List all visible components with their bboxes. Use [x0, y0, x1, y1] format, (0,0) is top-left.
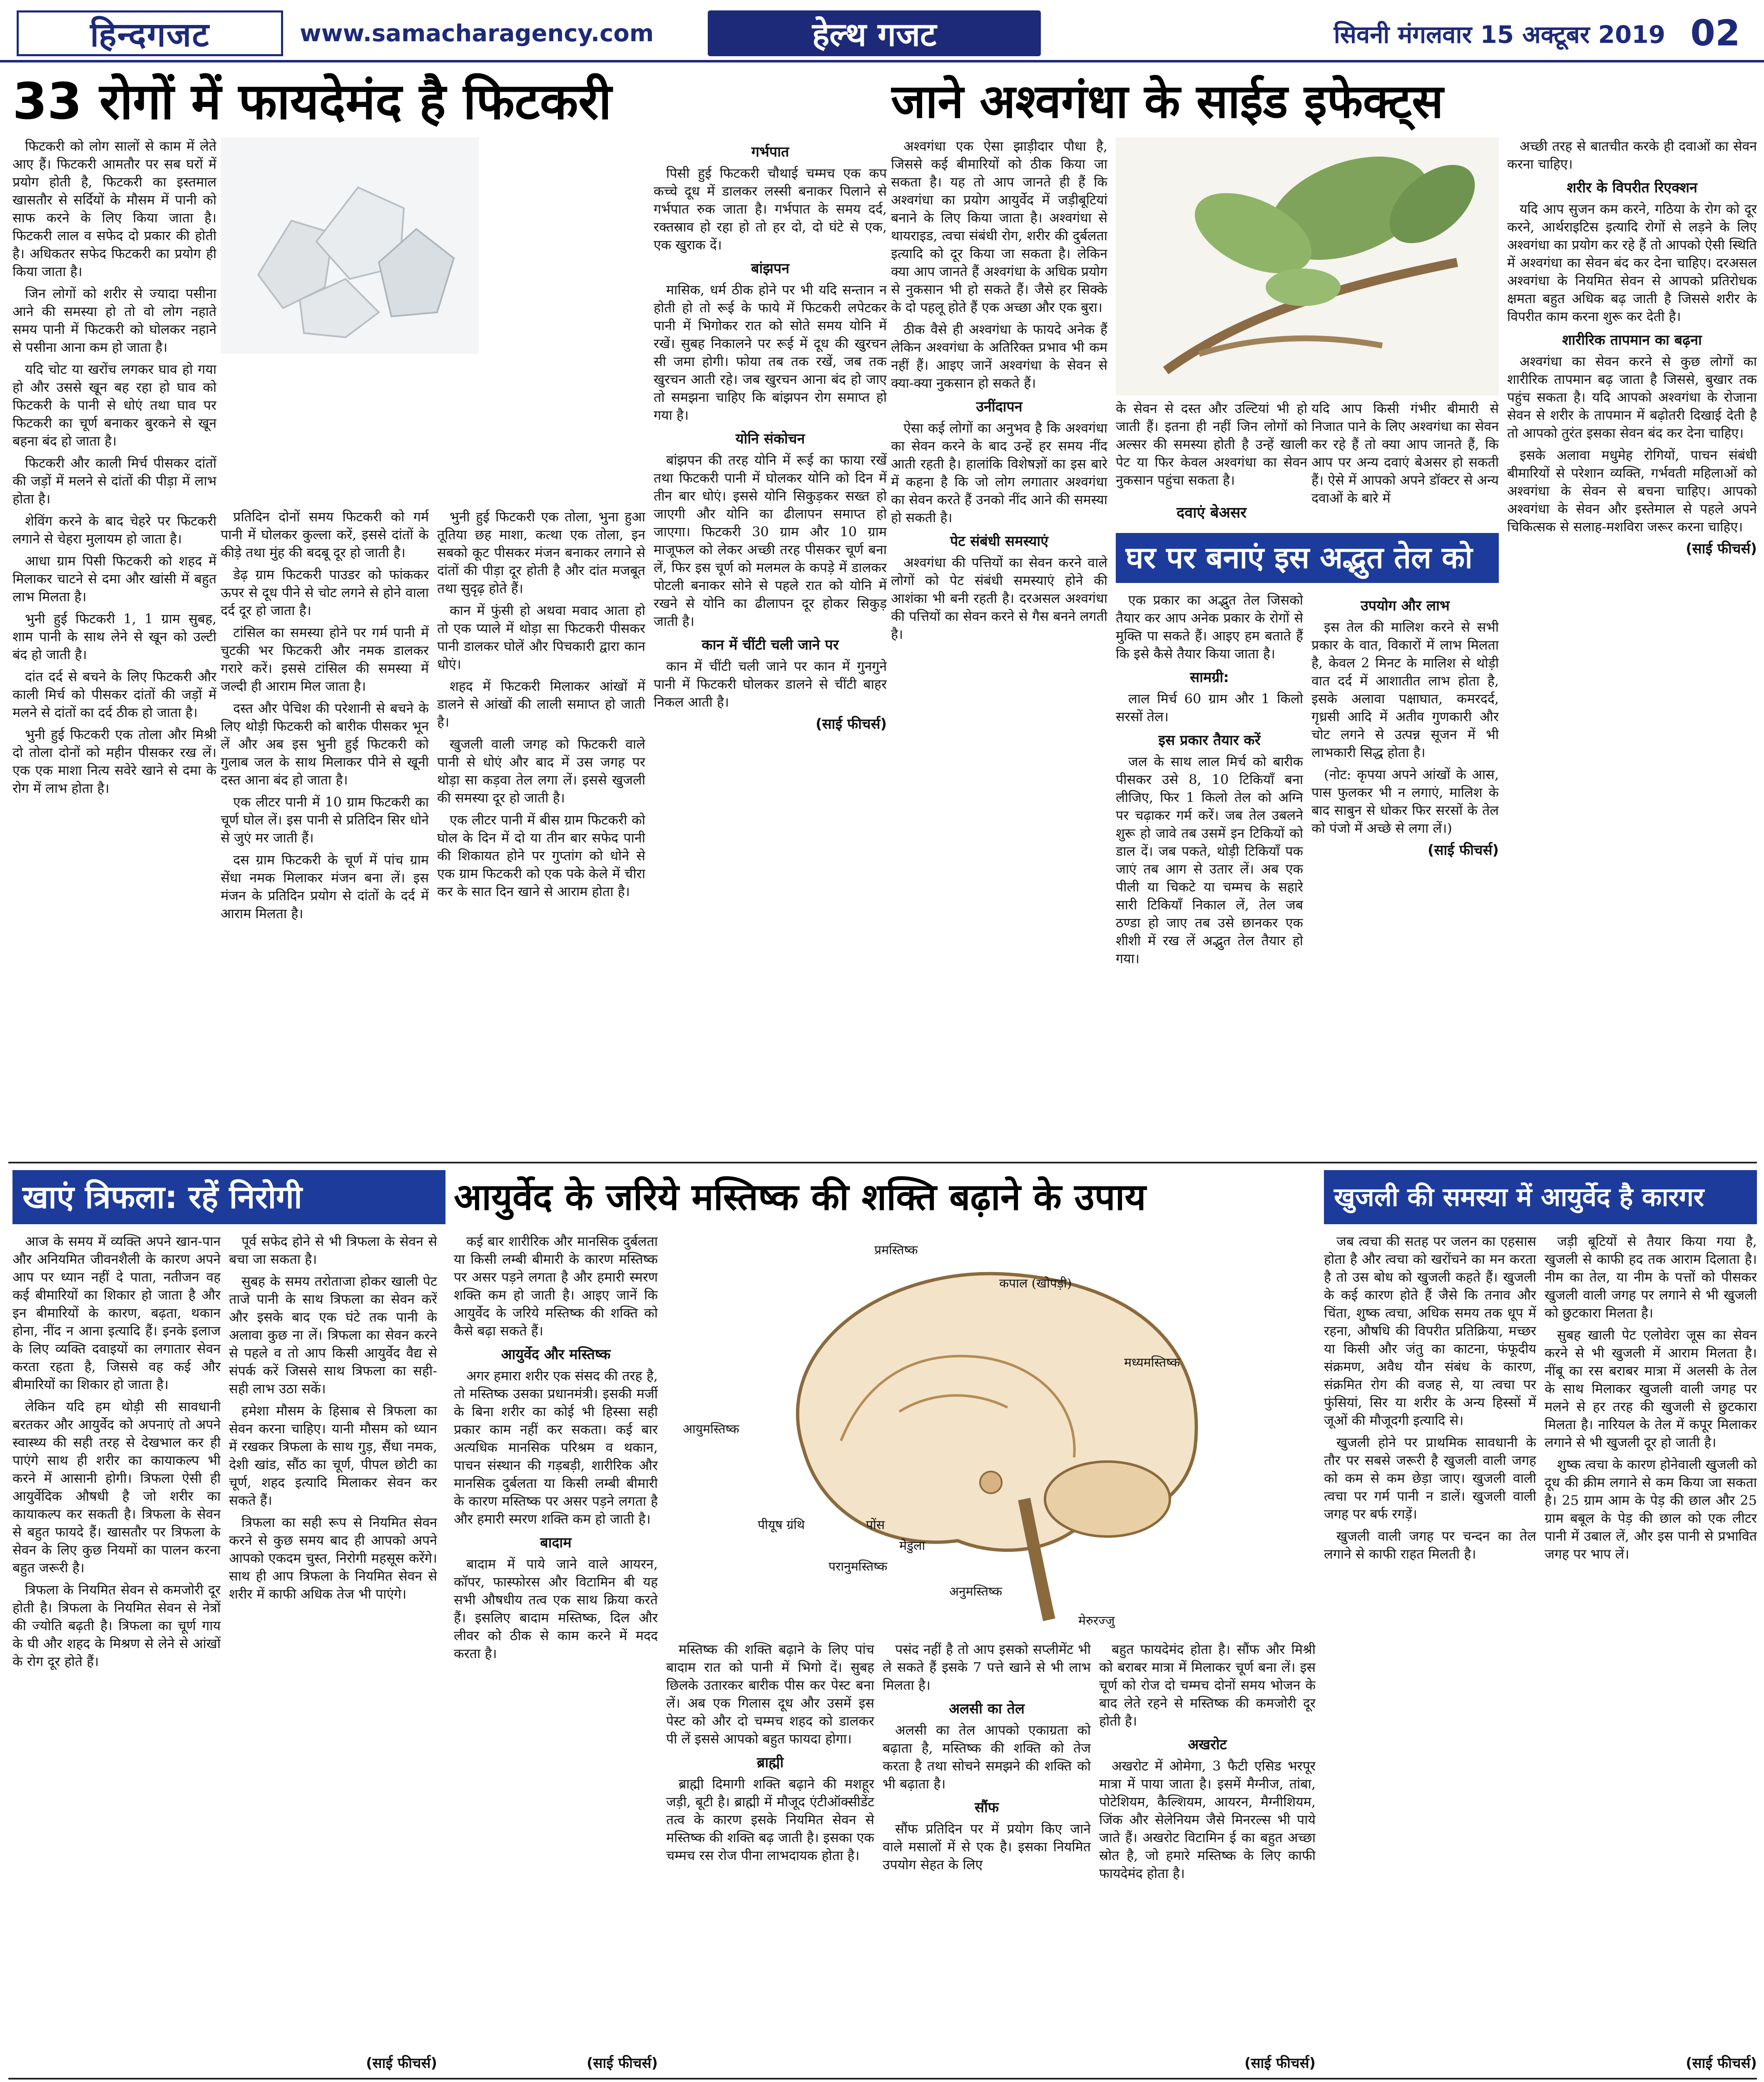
page-number: 02 — [1690, 12, 1740, 54]
paragraph: लेकिन यदि हम थोड़ी सी सावधानी बरतकर और आयुर्वेद को अपनाएं तो अपने स्वास्थ्य की सही तरह से देखभाल कर ही पाएंगे साथ ही शरीर का कायाकल्प भी करने में आसानी होगी। त्रिफला ऐसी ही आयुर्वेदिक औषधी है जो शरीर का कायाकल्प कर सकती है। त्रिफला के सेवन से बहुत फायदे हैं। खासतौर पर त्रिफला के सेवन के लिए कुछ नियमों का पालन करना बहुत जरूरी है। — [12, 1399, 221, 1576]
paragraph: भुनी हुई फिटकरी एक तोला और मिश्री दो तोला दोनों को महीन पीसकर रख लें। एक एक माशा नित्य सवेरे खाने से दमा के रोग में लाभ होता है। — [12, 727, 216, 796]
paragraph: अखरोट में ओमेगा, 3 फैटी एसिड भरपूर मात्रा में पाया जाता है। इसमें मैग्नीज, तांबा, पोटेशियम, कैल्शियम, आयरन, मैग्नीशियम, जिंक और सेलेनियम जैसे मिनरल्स भी पाये जाते हैं। अखरोट विटामिन ई का बहुत अच्छा स्रोत है, जो हमारे मस्तिष्क के लिए काफी फायदेमंद होता है। — [1099, 1758, 1316, 1881]
brain-label-parahippo: परानुमस्तिष्क — [829, 1559, 888, 1574]
headline-oil: घर पर बनाएं इस अद्भुत तेल को — [1116, 533, 1499, 583]
itching-credit: (साई फीचर्स) — [1686, 2055, 1757, 2072]
oil-column-1 — [1116, 591, 1303, 1153]
paragraph: जड़ी बूटियों से तैयार किया गया है, खुजली से काफी हद तक आराम दिलाता है। नीम का तेल, या नीम के पत्तों को पीसकर खुजली वाली जगह पर लगाने से भी खुजली को छुटकारा मिलता है। — [1545, 1233, 1757, 1321]
paragraph: शेविंग करने के बाद चेहरे पर फिटकरी लगाने से चेहरा मुलायम हो जाता है। — [12, 513, 216, 547]
itching-column-2 — [1545, 1233, 1757, 2065]
subheading: अखरोट — [1188, 1736, 1227, 1753]
paragraph: अच्छी तरह से बातचीत करके ही दवाओं का सेवन करना चाहिए। — [1507, 138, 1757, 172]
subheading: बांझपन — [751, 260, 790, 277]
fitkari-column-4 — [654, 137, 887, 1153]
ashwagandha-side-effects-text: के सेवन से दस्त और उल्टियां भी हो जाती हैं। इतना ही नहीं जिन लोगों को अल्सर की समस्या होती है उन्हें खाली पेट या फिर केवल अश्वगंधा का सेवन नुकसान पहुंचा सकता है। — [1116, 401, 1307, 488]
ashwagandha-column-1 — [891, 137, 1107, 1153]
paragraph: भुनी हुई फिटकरी 1, 1 ग्राम सुबह, शाम पानी के साथ लेने से खून को उल्टी बंद हो जाती है। — [12, 611, 216, 662]
paragraph: जिन लोगों को शरीर से ज्यादा पसीना आने की समस्या हो तो वो लोग नहाते समय पानी में फिटकरी को घोलकर नहाने से पसीना आना कम हो जाता है। — [12, 286, 216, 355]
paragraph: जल के साथ लाल मिर्च को बारीक पीसकर उसे 8, 10 टिकियाँ बना लीजिए, फिर 1 किलो तेल को अग्नि पर चढ़ाकर गर्म करें। जब तेल उबलने शुरू हो जावे तब उसमें इन टिकियों को डाल दें। जब पकते, थोड़ी टिकियाँ पक जाएं तब आग से उतार लें। अब एक पीली या चिकटे या चम्मच के सहारे सारी टिकियाँ निकाल लें, तेल जब ठण्डा हो जाए तब उसे छानकर एक शीशी में रख लें अद्भुत तेल तैयार हो गया। — [1116, 754, 1303, 966]
issue-date: सिवनी मंगलवार 15 अक्टूबर 2019 — [1334, 20, 1665, 49]
paragraph: खुजली वाली जगह पर चन्दन का तेल लगाने से काफी राहत मिलती है। — [1324, 1528, 1536, 1562]
headline-ayurveda-brain: आयुर्वेद के जरिये मस्तिष्क की शक्ति बढ़ाने के उपाय — [454, 1175, 1146, 1218]
brain-column-1 — [454, 1233, 658, 2065]
paragraph: ठीक वैसे ही अश्वगंधा के फायदे अनेक हैं लेकिन अश्वगंधा के अतिरिक्त प्रभाव भी कम नहीं हैं। आइए जानें अश्वगंधा के सेवन से क्या-क्या नुकसान हो सकते हैं। — [891, 321, 1107, 391]
paragraph: शुष्क त्वचा के कारण होनेवाली खुजली को दूध की क्रीम लगाने से कम किया जा सकता है। 25 ग्राम आम के पेड़ की छाल और 25 ग्राम बबूल के पेड़ की छाल को एक लीटर पानी में उबाल लें, और इस पानी से प्रभावित जगह पर भाप लें। — [1545, 1457, 1757, 1562]
paragraph: दस ग्राम फिटकरी के चूर्ण में पांच ग्राम सेंधा नमक मिलाकर मंजन बना लें। इस मंजन के प्रतिदिन प्रयोग से दांतों के दर्द में आराम मिलता है। — [221, 852, 429, 921]
newspaper-logo: हिन्दगजट — [17, 10, 283, 56]
ashwagandha-medicine-text: यदि आप किसी गंभीर बीमारी से निजात पाने के लिए अश्वगंधा का सेवन कर रहे हैं तो क्या आप जानते हैं, कि आप पर अन्य दवाएं बेअसर हो सकती हैं। ऐसे में आपको अपने डॉक्टर से अन्य दवाओं के बारे में — [1311, 401, 1499, 506]
paragraph: अलसी का तेल आपको एकाग्रता को बढ़ाता है, मस्तिष्क की शक्ति को तेज करता है तथा सोचने समझने की शक्ति को भी बढ़ाता है। — [883, 1722, 1091, 1792]
paragraph: त्रिफला के नियमित सेवन से कमजोरी दूर होती है। त्रिफला के नियमित सेवन से नेत्रों की ज्योति बढ़ती है। त्रिफला का चूर्ण गाय के घी और शहद के मिश्रण से लेने से आंखों के रोग दूर होते हैं। — [12, 1582, 221, 1669]
brain-label-forebrain: आयुमस्तिष्क — [683, 1422, 739, 1437]
paragraph: डेढ़ ग्राम फिटकरी पाउडर को फांककर ऊपर से दूध पीने से चोट लगने से होने वाला दर्द दूर हो जाता है। — [221, 567, 429, 618]
subheading: पेट संबंधी समस्याएं — [950, 533, 1049, 550]
headline-itching: खुजली की समस्या में आयुर्वेद है कारगर — [1324, 1170, 1757, 1224]
brain-credit-1: (साई फीचर्स) — [587, 2055, 658, 2072]
paragraph: कई बार शारीरिक और मानसिक दुर्बलता या किसी लम्बी बीमारी के कारण मस्तिष्क पर असर पड़ने लगता है और हमारी स्मरण शक्ति कम हो जाती है। आइए जानें कि आयुर्वेद के जरिये मस्तिष्क की शक्ति को कैसे बढ़ा सकते हैं। — [454, 1233, 658, 1339]
subheading: अलसी का तेल — [949, 1701, 1025, 1717]
alum-photo — [221, 137, 479, 354]
headline-ashwagandha: जाने अश्वगंधा के साईड इफेक्ट्स — [891, 75, 1443, 129]
paragraph: पूर्व सफेद होने से भी त्रिफला के सेवन से बचा जा सकता है। — [229, 1233, 437, 1267]
paragraph: अगर हमारा शरीर एक संसद की तरह है, तो मस्तिष्क उसका प्रधानमंत्री। इसकी मर्जी के बिना शरीर का कोई भी हिस्सा सही प्रकार काम नहीं कर सकता। कई बार अत्यधिक मानसिक परिश्रम व थकान, पाचन संस्थान की गड़बड़ी, शारीरिक और मानसिक दुर्बलता या किसी लम्बी बीमारी के कारण मस्तिष्क पर असर पड़ने लगता है और हमारी स्मरण शक्ति कम हो जाती है। — [454, 1368, 658, 1527]
headline-fitkari: 33 रोगों में फायदेमंद है फिटकरी — [12, 73, 612, 131]
fitkari-column-2 — [221, 508, 429, 1153]
subheading: बादाम — [540, 1534, 572, 1551]
paragraph: मस्तिष्क की शक्ति बढ़ाने के लिए पांच बादाम रात को पानी में भिगो दें। सुबह छिलके उतारकर बारीक पीस कर पेस्ट बना लें। अब एक गिलास दूध और उसमें इस पेस्ट को और दो चम्मच शहद को डालकर पी लें इससे आपको बहुत फायदा होगा। — [666, 1641, 874, 1747]
subheading: उपयोग और लाभ — [1361, 598, 1450, 614]
paragraph: भुनी हुई फिटकरी एक तोला, भुना हुआ तूतिया छह माशा, कत्था एक तोला, इन सबको कूट पीसकर मंजन बनाकर लगाने से दांतों की पीड़ा दूर होती है और दांत मजबूत तथा सुदृढ़ होते हैं। — [437, 509, 645, 596]
subheading: शरीर के विपरीत रिएक्शन — [1567, 179, 1697, 196]
paragraph: त्रिफला का सही रूप से नियमित सेवन करने से कुछ समय बाद ही आपको अपने आपको एकदम चुस्त, निरोगी महसूस करेंगे। साथ ही आप त्रिफला के नियमित सेवन से शरीर में काफी अधिक तेज भी पाएंगे। — [229, 1514, 437, 1602]
row-divider-1 — [8, 1162, 1757, 1163]
paragraph: सुबह के समय तरोताजा होकर खाली पेट ताजे पानी के साथ त्रिफला का सेवन करें और इसके बाद एक घंटे तक पानी के अलावा कुछ ना लें। त्रिफला का सेवन करने से पहले व तो आप किसी आयुर्वेद वैद्य से संपर्क करें जिससे साथ त्रिफला का सही-सही लाभ उठा सकें। — [229, 1273, 437, 1397]
paragraph: एक लीटर पानी में 10 ग्राम फिटकरी का चूर्ण घोल लें। इस पानी से प्रतिदिन सिर धोने से जुएं मर जाती हैं। — [221, 794, 429, 846]
triphala-column-2 — [229, 1233, 437, 2065]
paragraph: शहद में फिटकरी मिलाकर आंखों में डालने से आंखों की लाली समाप्त हो जाती है। — [437, 678, 645, 730]
paragraph: जब त्वचा की सतह पर जलन का एहसास होता है और त्वचा को खरोंचने का मन करता है तो उस बोध को खुजली कहते हैं। खुजली के कई कारण होते हैं जैसे कि तनाव और चिंता, शुष्क त्वचा, अधिक समय तक धूप में रहना, औषधि की विपरीत प्रतिक्रिया, मच्छर या किसी और जंतु का काटना, फंफूदीय संक्रमण, अवैध यौन संबंध के कारण, संक्रमित रोग की वजह से, या त्वचा पर फुंसियां, सिर या शरीर के अन्य हिस्सों में जूओं की मौजूदगी इत्यादि से। — [1324, 1233, 1536, 1428]
paragraph: यदि चोट या खरोंच लगकर घाव हो गया हो और उससे खून बह रहा हो घाव को फिटकरी के पानी से धोएं तथा घाव पर फिटकरी का चूर्ण बनाकर बुरकने से खून बहना बंद हो जाता है। — [12, 361, 216, 449]
paragraph: इस तेल की मालिश करने से सभी प्रकार के वात, विकारों में लाभ मिलता है, केवल 2 मिनट के मालिश से थोड़ी वात दर्द में आशातीत लाभ होता है, इसके अलावा पक्षाघात, कमरदर्द, गृध्रसी आदि में अतीव गुणकारी और चोट लगने से उत्पन्न सूजन में भी लाभकारी सिद्ध होता है। — [1311, 619, 1499, 760]
paragraph: ब्राह्मी दिमागी शक्ति बढ़ाने की मशहूर जड़ी, बूटी है। ब्राह्मी में मौजूद एंटीऑक्सीडेंट तत्व के कारण इसके नियमित सेवन से मस्तिष्क की शक्ति बढ़ जाती है। इसका एक चम्मच रस रोज पीना लाभदायक होता है। — [666, 1776, 874, 1863]
subheading: योनि संकोचन — [735, 431, 805, 447]
paragraph: ऐसा कई लोगों का अनुभव है कि अश्वगंधा का सेवन करने के बाद उन्हें हर समय नींद आती रहती है। हालांकि विशेषज्ञों का इस बारे में कहना है कि जो लोग लगातार अश्वगंधा का सेवन करते हैं उनको नींद आने की समस्या हो सकती है। — [891, 420, 1107, 525]
fitkari-column-1 — [12, 137, 216, 1153]
website-url[interactable]: www.samacharagency.com — [300, 20, 654, 47]
paragraph: कान में चींटी चली जाने पर कान में गुनगुने पानी में फिटकरी घोलकर डालने से चींटी बाहर निकल आती है। — [654, 658, 887, 710]
paragraph: खुजली होने पर प्राथमिक सावधानी के तौर पर सबसे जरूरी है खुजली वाली जगह को कम से कम छेड़ा जाए। खुजली वाली त्वचा पर गर्म पानी न डालें। खुजली वाली जगह पर बर्फ रगड़ें। — [1324, 1434, 1536, 1522]
paragraph: यदि आप सुजन कम करने, गठिया के रोग को दूर करने, आर्थराइटिस इत्यादि रोगों से लड़ने के लिए अश्वगंधा का प्रयोग कर रहे हैं तो आपको ऐसी स्थिति में अश्वगंधा का सेवन बंद कर देना चाहिए। दरअसल अश्वगंधा के नियमित सेवन से आपको प्रतिरोधक क्षमता बहुत अधिक बढ़ जाती है जिससे शरीर के विपरीत काम करना शुरू कर देती है। — [1507, 201, 1757, 324]
subheading: सामग्री: — [1190, 669, 1229, 686]
subheading: आयुर्वेद और मस्तिष्क — [501, 1346, 611, 1363]
paragraph: फिटकरी और काली मिर्च पीसकर दांतों की जड़ों में मलने से दांतों की पीड़ा में लाभ होता है। — [12, 455, 216, 507]
paragraph: लाल मिर्च 60 ग्राम और 1 किलो सरसों तेल। — [1116, 691, 1303, 725]
subheading: गर्भपात — [751, 144, 789, 160]
brain-label-pituitary: पीयूष ग्रंथि — [758, 1518, 805, 1532]
paragraph: कान में फुंसी हो अथवा मवाद आता हो तो एक प्याले में थोड़ा सा फिटकरी पीसकर पानी डालकर घोलें और पिचकारी द्वारा कान धोएं। — [437, 603, 645, 672]
subheading: उनींदापन — [976, 398, 1023, 415]
paragraph: अश्वगंधा एक ऐसा झाड़ीदार पौधा है, जिससे कई बीमारियों को ठीक किया जा सकता है। यह तो आप जानते ही हैं कि अश्वगंधा का प्रयोग आयुर्वेद में जड़ीबूटियां बनाने के लिए किया जाता है। अश्वगंधा से थायराइड, त्वचा संबंधी रोग, शरीर की दुर्बलता इत्यादि को दूर किया जा सकता है। लेकिन क्या आप जानते हैं अश्वगंधा के अधिक प्रयोग से नुकसान भी हो सकते हैं। जैसे हर सिक्के के दो पहलू होते हैं एक अच्छा और एक बुरा। — [891, 138, 1107, 315]
paragraph: बादाम में पाये जाने वाले आयरन, कॉपर, फास्फोरस और विटामिन बी यह सभी औषधीय तत्व एक साथ क्रिया करते हैं। इसलिए बादाम मस्तिष्क, दिल और लीवर को ठीक से काम करने में मदद करता है। — [454, 1556, 658, 1661]
paragraph: आज के समय में व्यक्ति अपने खान-पान और अनियमित जीवनशैली के कारण अपने आप पर ध्यान नहीं दे पाता, नतीजन वह कई बीमारियों का शिकार हो जाता है और इन बीमारियों के कारण, बढ़ता, थकान होना, नींद न आना इत्यादि हैं। इनके इलाज के लिए व्यक्ति दवाइयों का लगातार सेवन करता रहता है, जिससे वह कई और बीमारियों का शिकार हो जाता है। — [12, 1233, 221, 1392]
paragraph: प्रतिदिन दोनों समय फिटकरी को गर्म पानी में घोलकर कुल्ला करें, इससे दांतों के कीड़े तथा मुंह की बदबू दूर हो जाती है। — [221, 509, 429, 560]
paragraph: दस्त और पेचिश की परेशानी से बचने के लिए थोड़ी फिटकरी को बारीक पीसकर भून लें और अब इस भुनी हुई फिटकरी को गुलाब जल के साथ मिलाकर पीने से खूनी दस्त आना बंद हो जाता है। — [221, 700, 429, 788]
paragraph: फिटकरी को लोग सालों से काम में लेते आए हैं। फिटकरी आमतौर पर सब घरों में प्रयोग होती है, फिटकरी का इस्तमाल खासतौर से सर्दियों के मौसम में पानी को साफ करने के लिए किया जाता है। फिटकरी लाल व सफेद दो प्रकार की होती है। अधिकतर सफेद फिटकरी का प्रयोग ही किया जाता है। — [12, 138, 216, 279]
masthead — [0, 0, 1764, 62]
triphala-credit: (साई फीचर्स) — [366, 2055, 437, 2072]
paragraph: सुबह खाली पेट एलोवेरा जूस का सेवन करने से भी खुजली में आराम मिलता है। नींबू का रस बराबर मात्रा में अलसी के तेल के साथ मिलाकर खुजली वाली जगह पर मलने से हर तरह की खुजली से छुटकारा मिलता है। नारियल के तेल में कपूर मिलाकर लगाने से भी खुजली दूर हो जाती है। — [1545, 1327, 1757, 1450]
paragraph: बहुत फायदेमंद होता है। सौंफ और मिश्री को बराबर मात्रा में मिलाकर चूर्ण बना लें। इस चूर्ण को रोज दो चम्मच दोनों समय भोजन के बाद लेते रहने से मस्तिष्क की कमजोरी दूर होती है। — [1099, 1641, 1316, 1729]
feature-credit: (साई फीचर्स) — [1686, 540, 1757, 557]
row-divider-2 — [8, 2078, 1757, 2080]
paragraph: बांझपन की तरह योनि में रूई का फाया रखें तथा फिटकरी पानी में घोलकर योनि को दिन में तीन बार धोएं। इससे योनि सिकुड़कर सख्त हो जाएगी और योनि का ढीलापन समाप्त हो जाएगा। फिटकरी 30 ग्राम और 10 ग्राम माजूफल को लेकर अच्छी तरह पीसकर चूर्ण बना लें, फिर इस चूर्ण को मलमल के कपड़े में डालकर पोटली बनाकर सोने से पहले रात को योनि में रखने से योनि का ढीलापन दूर होकर सिकुड़ जाती है। — [654, 452, 887, 629]
feature-credit: (साई फीचर्स) — [1428, 842, 1499, 859]
oil-column-2 — [1311, 591, 1499, 1153]
headline-triphala: खाएं त्रिफला: रहें निरोगी — [12, 1170, 445, 1224]
subhead-dawae-beasar: दवाएं बेअसर — [1176, 504, 1247, 521]
paragraph: पिसी हुई फिटकरी चौथाई चम्मच एक कप कच्चे दूध में डालकर लस्सी बनाकर पिलाने से गर्भपात रुक जाता है। गर्भपात के समय दर्द, रक्तस्राव हो रहा हो तो हर दो, दो घंटे से एक, एक खुराक दें। — [654, 165, 887, 253]
paragraph: अश्वगंधा की पत्तियों का सेवन करने वाले लोगों को पेट संबंधी समस्याएं होने की आशंका भी बनी रहती है। दरअसल अश्वगंधा की पत्तियों का सेवन करने से गैस बनने लगती है। — [891, 555, 1107, 642]
itching-column-1 — [1324, 1233, 1536, 2065]
section-title: हेल्थ गजट — [708, 10, 1041, 56]
brain-label-midbrain: मध्यमस्तिष्क — [1124, 1355, 1180, 1370]
triphala-column-1 — [12, 1233, 221, 2065]
fitkari-column-3 — [437, 508, 645, 1153]
brain-column-4 — [1099, 1641, 1316, 2065]
paragraph: मासिक, धर्म ठीक होने पर भी यदि सन्तान न होती हो तो रूई के फाये में फिटकरी लपेटकर पानी में भिगोकर रात को सोते समय योनि में रखें। सुबह निकालने पर रूई में दूध की खुरचन सी जमा होगी। फोया तब तक रखें, जब तक खुरचन आती रहे। जब खुरचन आना बंद हो जाए तो समझना चाहिए कि बांझपन रोग समाप्त हो गया है। — [654, 282, 887, 423]
brain-column-2 — [666, 1641, 874, 2065]
brain-column-3 — [883, 1641, 1091, 2065]
paragraph: इसके अलावा मधुमेह रोगियों, पाचन संबंधी बीमारियों से परेशान व्यक्ति, गर्भवती महिलाओं को अश्वगंधा के सेवन से बचना चाहिए। आपको अश्वगंधा के सेवन और इस्तेमाल से पहले अपने चिकित्सक से सलाह-मशविरा जरूर करना चाहिए। — [1507, 447, 1757, 535]
paragraph: एक प्रकार का अद्भुत तेल जिसको तैयार कर आप अनेक प्रकार के रोगों से मुक्ति पा सकते हैं। आइए हम बताते हैं कि इसे कैसे तैयार किया जाता है। — [1116, 592, 1303, 662]
brain-credit-2: (साई फीचर्स) — [1244, 2055, 1316, 2072]
brain-label-cerebrum: प्रमस्तिष्क — [874, 1243, 918, 1258]
ashwagandha-plant-photo — [1116, 137, 1499, 396]
subheading: सौंफ — [974, 1799, 999, 1816]
brain-label-pons: पोंस — [866, 1518, 885, 1532]
brain-label-medulla: मेडुला — [899, 1539, 926, 1553]
subheading: कान में चींटी चली जाने पर — [702, 637, 839, 653]
subheading: ब्राह्मी — [756, 1754, 784, 1771]
paragraph: खुजली वाली जगह को फिटकरी वाले पानी से धोएं और बाद में उस जगह पर थोड़ा सा कड़वा तेल लगा लें। इससे खुजली की समस्या दूर हो जाती है। — [437, 736, 645, 806]
feature-credit: (साई फीचर्स) — [816, 716, 887, 732]
paragraph: दांत दर्द से बचने के लिए फिटकरी और काली मिर्च को पीसकर दांतों की जड़ों में मलने से दांतों का दर्द ठीक हो जाता है। — [12, 669, 216, 720]
subheading: इस प्रकार तैयार करें — [1158, 732, 1261, 749]
brain-label-spinal-cord: मेरुरज्जु — [1078, 1614, 1115, 1628]
paragraph: एक लीटर पानी में बीस ग्राम फिटकरी को घोल के दिन में दो या तीन बार सफेद पानी की शिकायत होने पर गुप्तांग को धोने से एक ग्राम फिटकरी को एक पके केले में चीरा कर के सात दिन खाने से आराम होता है। — [437, 812, 645, 899]
ashwagandha-column-2 — [1507, 137, 1757, 1153]
paragraph: अश्वगंधा का सेवन करने से कुछ लोगों का शारीरिक तापमान बढ़ जाता है जिससे, बुखार तक पहुंच सकता है। यदि आपको अश्वगंधा के रोजाना सेवन से शरीर के तापमान में बढ़ोतरी दिखाई देती है तो आपको तुरंत इसका सेवन बंद कर देना चाहिए। — [1507, 354, 1757, 441]
brain-label-skull: कपाल (खोपड़ी) — [999, 1276, 1072, 1291]
brain-label-cerebellum: अनुमस्तिष्क — [949, 1584, 1003, 1599]
paragraph: टांसिल का समस्या होने पर गर्म पानी में चुटकी भर फिटकरी और नमक डालकर गरारे करें। इससे टांसिल की समस्या में जल्दी ही आराम मिल जाता है। — [221, 625, 429, 694]
paragraph: (नोट: कृपया अपने आंखों के आस, पास फुलकर भी न लगाएं, मालिश के बाद साबुन से धोकर फिर सरसों के तेल को पंजो में अच्छे से लगा लें।) — [1311, 767, 1499, 836]
paragraph: सौंफ प्रतिदिन पर में प्रयोग किए जाने वाले मसालों में से एक है। इसका नियमित उपयोग सेहत के लिए — [883, 1821, 1091, 1873]
paragraph: हमेशा मौसम के हिसाब से त्रिफला का सेवन करना चाहिए। यानी मौसम को ध्यान में रखकर त्रिफला के साथ गुड़, सैंधा नमक, देशी खांड, सौंठ का चूर्ण, पीपल छोटी का चूर्ण, शहद इत्यादि मिलाकर सेवन कर सकते हैं। — [229, 1403, 437, 1508]
paragraph: पसंद नहीं है तो आप इसको सप्लीमेंट भी ले सकते हैं इसके 7 पत्ते खाने से भी लाभ मिलता है। — [883, 1641, 1091, 1693]
subheading: शारीरिक तापमान का बढ़ना — [1562, 332, 1702, 349]
paragraph: आधा ग्राम पिसी फिटकरी को शहद में मिलाकर चाटने से दमा और खांसी में बहुत लाभ मिलता है। — [12, 553, 216, 605]
